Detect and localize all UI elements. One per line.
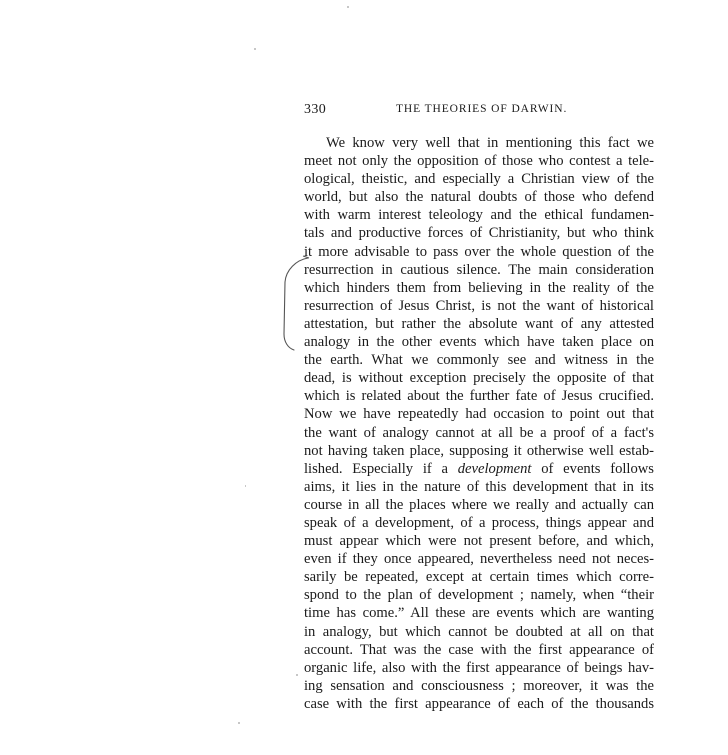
text-line: in analogy, but which cannot be doubted at all on that [304, 623, 654, 640]
text-line: even if they once appeared, nevertheless need not neces- [304, 551, 654, 568]
text-line: speak of a development, of a process, things appear and [304, 514, 654, 531]
paper-speck [254, 48, 256, 50]
text-line: account. That was the case with the first appearance of [304, 641, 654, 658]
text-line: aims, it lies in the nature of this development that in its [304, 478, 654, 495]
text-line: case with the first appearance of each of the thousands [304, 695, 654, 712]
text-line: sarily be repeated, except at certain times which corre- [304, 569, 654, 586]
text-line: resurrection in cautious silence. The main consideration [304, 261, 654, 278]
text-line: with warm interest teleology and the ethical fundamen- [304, 207, 654, 224]
text-line: time has come.” All these are events which are wanting [304, 605, 654, 622]
paper-speck [238, 722, 240, 724]
text-line: it more advisable to pass over the whole question of the [304, 243, 654, 260]
text-segment: of events follows [531, 460, 654, 477]
pencil-bracket-mark [276, 254, 316, 354]
paper-speck [347, 6, 349, 8]
text-line: which hinders them from believing in the reality of the [304, 279, 654, 296]
text-line: the earth. What we commonly see and witness in the [304, 352, 654, 369]
text-line: spond to the plan of development ; namely, when “their [304, 587, 654, 604]
body-paragraph [304, 134, 654, 713]
text-line: ological, theistic, and especially a Christian view of the [304, 171, 654, 188]
text-line [304, 460, 654, 478]
text-line: course in all the places where we really and actually can [304, 496, 654, 513]
text-line: We know very well that in mentioning this fact we [326, 135, 654, 151]
running-title: THE THEORIES OF DARWIN. [396, 103, 568, 115]
page-header [304, 102, 654, 122]
text-line: the want of analogy cannot at all be a proof of a fact's [304, 424, 654, 441]
text-line: ing sensation and consciousness ; moreover, it was the [304, 677, 654, 694]
text-line: organic life, also with the first appearance of beings hav- [304, 659, 654, 676]
text-line: meet not only the opposition of those who contest a tele- [304, 153, 654, 170]
page-number: 330 [304, 102, 327, 117]
text-line: dead, is without exception precisely the opposite of that [304, 370, 654, 387]
text-line: analogy in the other events which have taken place on [304, 334, 654, 351]
text-line: must appear which were not present before, and which, [304, 533, 654, 550]
paper-speck [245, 485, 246, 487]
text-line: tals and productive forces of Christianity, but who think [304, 225, 654, 242]
text-segment: lished. Especially if a [304, 460, 458, 477]
text-line: Now we have repeatedly had occasion to point out that [304, 406, 654, 423]
text-line: world, but also the natural doubts of those who defend [304, 189, 654, 206]
paper-speck [296, 674, 298, 676]
text-line: resurrection of Jesus Christ, is not the want of historical [304, 297, 654, 314]
text-line: attestation, but rather the absolute want of any attested [304, 315, 654, 332]
text-line: not having taken place, supposing it otherwise well estab- [304, 442, 654, 459]
italic-word: development [457, 460, 532, 477]
text-line: which is related about the further fate of Jesus crucified. [304, 388, 654, 405]
